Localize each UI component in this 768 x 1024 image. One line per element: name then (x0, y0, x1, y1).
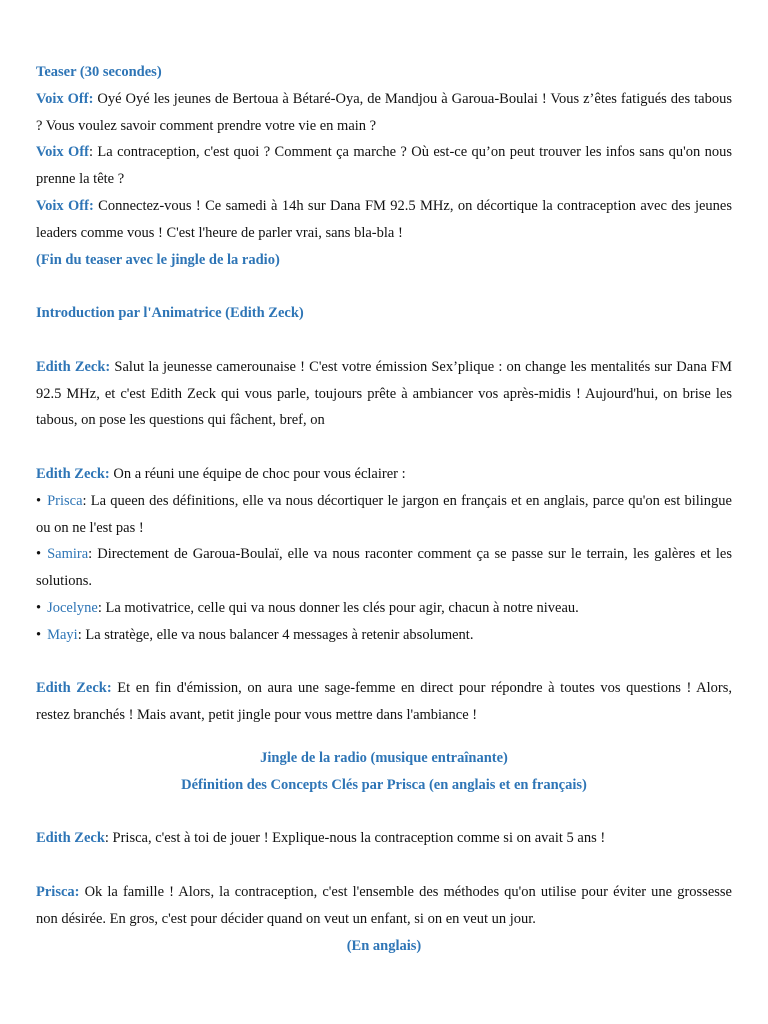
spacer (36, 852, 732, 879)
dialogue-text: : Prisca, c'est à toi de jouer ! Explique-nous la contraception comme si on avait 5 ans ! (104, 830, 606, 847)
speaker-label: Edith Zeck: (36, 358, 111, 375)
speaker-label: Edith Zeck (36, 830, 105, 847)
team-member-role: : La queen des définitions, elle va nous décortiquer le jargon en français et en anglais, parce qu'on est bilingue ou on ne l'est pas ! (36, 492, 732, 536)
dialogue-text: Et en fin d'émission, on aura une sage-femme en direct pour répondre à toutes vos questions ! Alors, restez branchés ! Mais avant, petit jingle pour vous mettre dans l'ambiance ! (36, 680, 732, 724)
jingle-heading: Jingle de la radio (musique entraînante) (260, 749, 508, 766)
bullet-icon: • (36, 626, 42, 643)
definitions-question (36, 825, 732, 852)
team-member-role: : Directement de Garoua-Boulaï, elle va nous raconter comment ça se passe sur le terrain, les galères et les solutions. (36, 546, 732, 590)
spacer (36, 434, 732, 461)
team-member-name: Mayi (47, 626, 78, 643)
teaser-line (36, 193, 732, 247)
dialogue-text: Salut la jeunesse camerounaise ! C'est votre émission Sex’plique : on change les mentalités sur Dana FM 92.5 MHz, et c'est Edith Zeck qui vous parle, toujours prête à ambiancer vos après-midis ! Aujourd'hui, on brise les tabous, on pose les questions qui fâchent, bref, on (36, 358, 733, 429)
english-note: (En anglais) (346, 937, 422, 954)
spacer (36, 273, 732, 300)
spacer (36, 729, 732, 745)
team-member-name: Jocelyne (47, 599, 98, 616)
team-list-item (36, 488, 732, 542)
team-member-role: : La motivatrice, celle qui va nous donner les clés pour agir, chacun à notre niveau. (97, 599, 579, 616)
bullet-icon: • (36, 492, 42, 509)
teaser-heading: Teaser (30 secondes) (36, 64, 162, 80)
speaker-label: Edith Zeck: (36, 680, 112, 697)
bullet-icon: • (36, 546, 42, 563)
spacer (36, 327, 732, 354)
dialogue-text: Ok la famille ! Alors, la contraception, c'est l'ensemble des méthodes qu'on utilise pour éviter une grossesse non désirée. En gros, c'est pour décider quand on veut un enfant, si on en veut un jour. (36, 883, 732, 927)
teaser-line (36, 139, 732, 193)
definitions-answer (36, 879, 732, 933)
dialogue-text: On a réuni une équipe de choc pour vous éclairer : (109, 465, 406, 482)
dialogue-text: Connectez-vous ! Ce samedi à 14h sur Dana FM 92.5 MHz, on décortique la contraception avec des jeunes leaders comme vous ! C'est l'heure de parler vrai, sans bla-bla ! (36, 197, 732, 241)
speaker-label: Voix Off: (36, 90, 94, 107)
dialogue-text: : La contraception, c'est quoi ? Comment ça marche ? Où est-ce qu’on peut trouver les infos sans qu'on nous prenne la tête ? (36, 144, 732, 188)
script-body (36, 59, 732, 959)
dialogue-text: Oyé Oyé les jeunes de Bertoua à Bétaré-Oya, de Mandjou à Garoua-Boulai ! Vous z’êtes fatigués des tabous ? Vous voulez savoir comment prendre votre vie en main ? (36, 90, 732, 134)
team-member-role: : La stratège, elle va nous balancer 4 messages à retenir absolument. (77, 626, 474, 643)
teaser-end-note: (Fin du teaser avec le jingle de la radio) (36, 251, 280, 268)
team-member-name: Samira (47, 546, 89, 563)
spacer (36, 799, 732, 826)
speaker-label: Voix Off (36, 144, 89, 161)
team-list-item (36, 595, 732, 622)
bullet-icon: • (36, 599, 42, 616)
speaker-label: Edith Zeck: (36, 465, 110, 482)
team-member-name: Prisca (47, 492, 83, 509)
team-list-item (36, 541, 732, 595)
definitions-heading: Définition des Concepts Clés par Prisca (en anglais et en français) (181, 776, 587, 793)
team-list-item (36, 622, 732, 649)
intro-paragraph (36, 675, 732, 729)
teaser-line (36, 86, 732, 140)
intro-paragraph (36, 354, 732, 434)
spacer (36, 649, 732, 676)
speaker-label: Prisca: (36, 883, 80, 900)
intro-paragraph (36, 461, 732, 488)
speaker-label: Voix Off: (36, 197, 94, 214)
intro-heading: Introduction par l'Animatrice (Edith Zeck) (36, 305, 304, 322)
